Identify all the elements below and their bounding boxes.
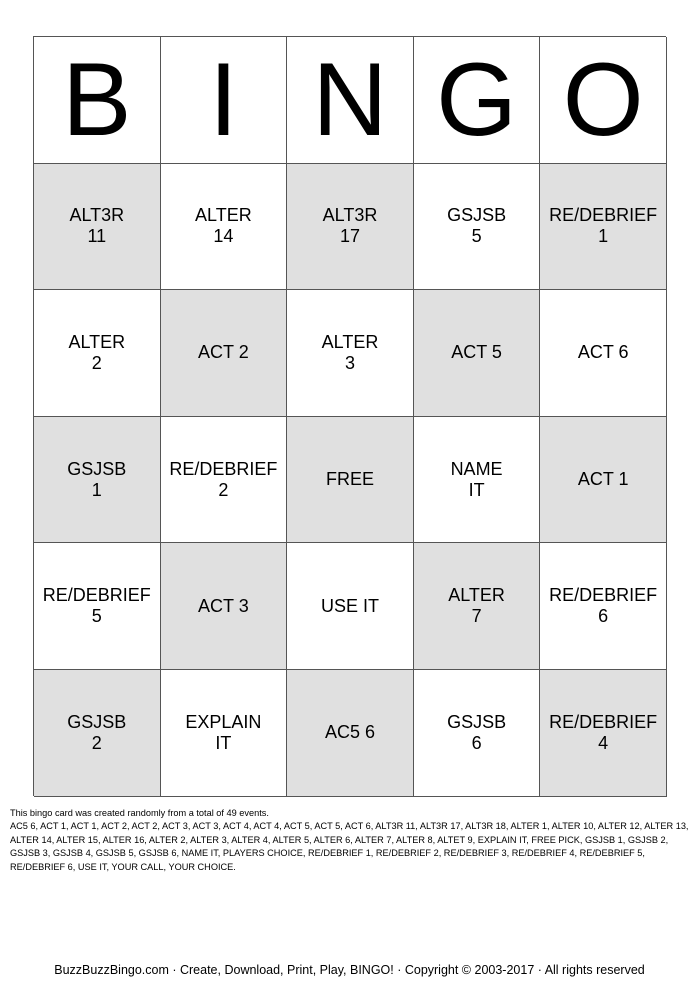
header-letter-g: G: [414, 37, 541, 164]
card-info: [10, 807, 690, 874]
bingo-cell: RE/DEBRIEF 2: [161, 417, 288, 544]
bingo-cell: GSJSB 1: [34, 417, 161, 544]
bingo-cell: ALT3R 17: [287, 164, 414, 291]
bingo-cell: EXPLAIN IT: [161, 670, 288, 797]
bingo-cell: RE/DEBRIEF 4: [540, 670, 667, 797]
header-letter-n: N: [287, 37, 414, 164]
bingo-cell: ACT 3: [161, 543, 288, 670]
bingo-cell: RE/DEBRIEF 1: [540, 164, 667, 291]
bingo-card: [33, 36, 666, 796]
bingo-cell: AC5 6: [287, 670, 414, 797]
bingo-cell: RE/DEBRIEF 5: [34, 543, 161, 670]
bingo-cell: NAME IT: [414, 417, 541, 544]
bingo-cell: ALTER 7: [414, 543, 541, 670]
bingo-cell: ALTER 3: [287, 290, 414, 417]
bingo-cell: ACT 2: [161, 290, 288, 417]
bingo-cell: ACT 6: [540, 290, 667, 417]
bingo-cell: ALTER 14: [161, 164, 288, 291]
bingo-cell: ALT3R 11: [34, 164, 161, 291]
bingo-cell-free: FREE: [287, 417, 414, 544]
bingo-cell: ACT 1: [540, 417, 667, 544]
bingo-cell: USE IT: [287, 543, 414, 670]
bingo-cell: GSJSB 6: [414, 670, 541, 797]
card-info-intro: This bingo card was created randomly from a total of 49 events.: [10, 808, 269, 818]
footer-copyright: BuzzBuzzBingo.com · Create, Download, Print, Play, BINGO! · Copyright © 2003-2017 · All rights reserved: [54, 963, 645, 977]
bingo-cell: ACT 5: [414, 290, 541, 417]
header-letter-b: B: [34, 37, 161, 164]
header-letter-o: O: [540, 37, 667, 164]
bingo-cell: RE/DEBRIEF 6: [540, 543, 667, 670]
bingo-cell: GSJSB 2: [34, 670, 161, 797]
card-info-event-list: AC5 6, ACT 1, ACT 1, ACT 2, ACT 2, ACT 3, ACT 3, ACT 4, ACT 4, ACT 5, ACT 5, ACT 6, ALT3R 11, ALT3R 17, ALT3R 18, ALTER 1, ALTER 10, ALTER 12, ALTER 13, ALTER 14, ALTER 15, ALTER 16, ALTER 2, ALTER 3, ALTER 4, ALTER 5, ALTER 6, ALTER 7, ALTER 8, ALTET 9, EXPLAIN IT, FREE PICK, GSJSB 1, GSJSB 2, GSJSB 3, GSJSB 4, GSJSB 5, GSJSB 6, NAME IT, PLAYERS CHOICE, RE/DEBRIEF 1, RE/DEBRIEF 2, RE/DEBRIEF 3, RE/DEBRIEF 4, RE/DEBRIEF 5, RE/DEBRIEF 6, USE IT, YOUR CALL, YOUR CHOICE.: [10, 821, 689, 872]
bingo-cell: GSJSB 5: [414, 164, 541, 291]
header-letter-i: I: [161, 37, 288, 164]
bingo-cell: ALTER 2: [34, 290, 161, 417]
